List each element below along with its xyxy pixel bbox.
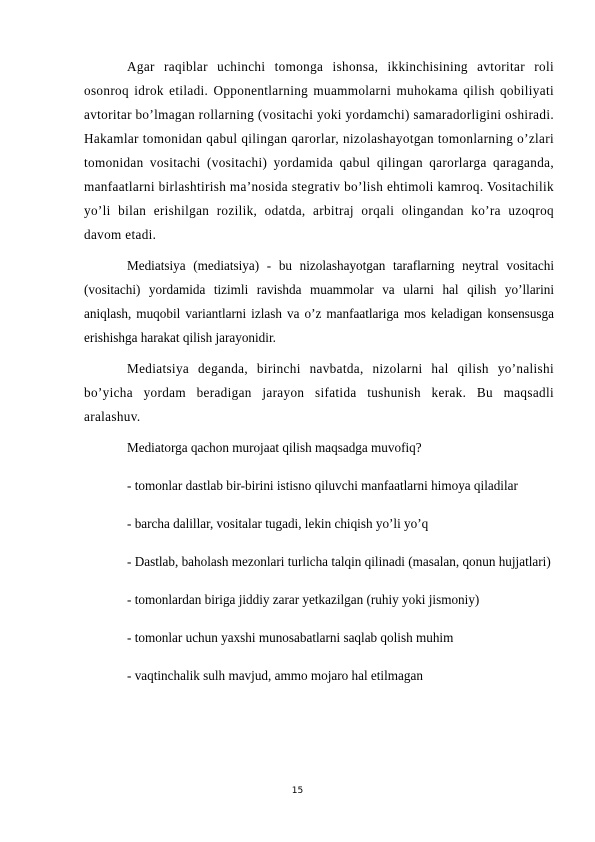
list-item: - tomonlar dastlab bir-birini istisno qiluvchi manfaatlarni himoya qiladilar	[127, 478, 518, 493]
paragraph-arbitration: Agar raqiblar uchinchi tomonga ishonsa, ikkinchisining avtoritar roli osonroq idrok etiladi. Opponentlarning muammolarni muhokama qilish qobiliyati avtoritar bo’lmagan rollarning (vositachi yoki yordamchi) samaradorligini oshiradi. Hakamlar tomonidan qabul qilingan qarorlar, nizolashayotgan tomonlarning o’zlari tomonidan vositachi (vositachi) yordamida qabul qilingan qarorlarga qaraganda, manfaatlarni birlashtirish ma’nosida stegrativ bo’lish ehtimoli kamroq. Vositachilik yo’li bilan erishilgan rozilik, odatda, arbitraj orqali olingandan ko’ra uzoqroq davom etadi.	[84, 59, 554, 242]
paragraph-mediation-definition: Mediatsiya (mediatsiya) - bu nizolashayotgan taraflarning neytral vositachi (vositachi) yordamida tizimli ravishda muammolar va ularni hal qilish yo’llarini aniqlash, muqobil variantlarni izlash va o’z manfaatlariga mos keladigan konsensusga erishishga harakat qilish jarayonidir.	[84, 258, 554, 345]
list-item: - tomonlardan biriga jiddiy zarar yetkazilgan (ruhiy yoki jismoniy)	[127, 592, 480, 607]
paragraph-mediation-process: Mediatsiya deganda, birinchi navbatda, nizolarni hal qilish yo’nalishi bo’yicha yordam beradigan jarayon sifatida tushunish kerak. Bu maqsadli aralashuv.	[84, 361, 554, 424]
page-number: 15	[291, 786, 304, 796]
page-content	[84, 55, 554, 702]
list-item: - tomonlar uchun yaxshi munosabatlarni saqlab qolish muhim	[127, 630, 454, 645]
list-item: - Dastlab, baholash mezonlari turlicha talqin qilinadi (masalan, qonun hujjatlari)	[127, 554, 551, 569]
list-item: - vaqtinchalik sulh mavjud, ammo mojaro hal etilmagan	[127, 668, 423, 683]
list-item: - barcha dalillar, vositalar tugadi, lekin chiqish yo’li yo’q	[127, 516, 429, 531]
question-heading: Mediatorga qachon murojaat qilish maqsadga muvofiq?	[127, 440, 422, 455]
